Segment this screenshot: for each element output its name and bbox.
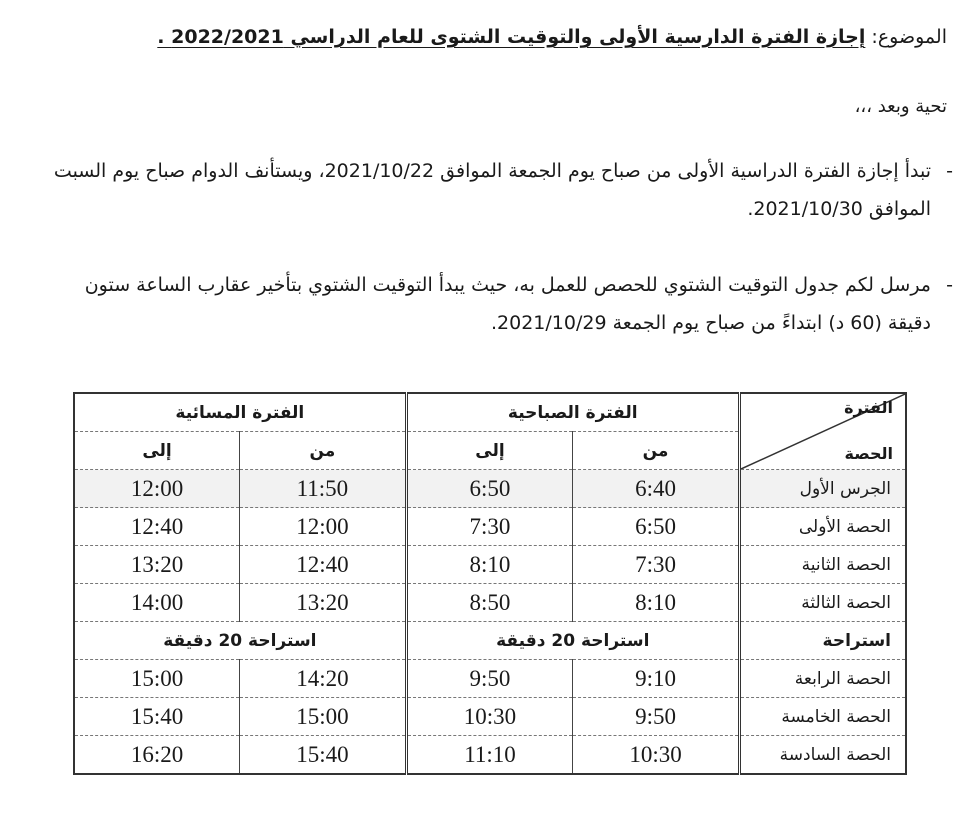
- morning-from: 9:10: [573, 660, 740, 698]
- period-name: الحصة الثالثة: [739, 584, 906, 622]
- morning-from: 7:30: [573, 546, 740, 584]
- evening-to: 15:40: [74, 698, 240, 736]
- evening-from: 15:40: [240, 736, 407, 775]
- evening-to: 12:00: [74, 470, 240, 508]
- header-morning-to: إلى: [406, 432, 573, 470]
- morning-break: استراحة 20 دقيقة: [406, 622, 739, 660]
- subject-prefix: الموضوع:: [865, 26, 947, 48]
- evening-from: 14:20: [240, 660, 407, 698]
- period-name: الحصة السادسة: [739, 736, 906, 775]
- morning-from: 8:10: [573, 584, 740, 622]
- subject-title: إجازة الفترة الدارسية الأولى والتوقيت الشتوى للعام الدراسي 2022/2021 .: [157, 26, 866, 48]
- table-row: [74, 508, 906, 546]
- period-name: الحصة الرابعة: [739, 660, 906, 698]
- schedule-table: [73, 392, 907, 775]
- corner-label-class: الحصة: [844, 444, 893, 463]
- break-label: استراحة: [739, 622, 906, 660]
- table-corner-cell: [739, 393, 906, 470]
- subject-line: [157, 26, 947, 48]
- evening-from: 15:00: [240, 698, 407, 736]
- morning-from: 9:50: [573, 698, 740, 736]
- period-name: الحصة الثانية: [739, 546, 906, 584]
- morning-to: 11:10: [406, 736, 573, 775]
- bullet-dash: -: [946, 160, 953, 182]
- morning-from: 10:30: [573, 736, 740, 775]
- corner-label-period: الفترة: [844, 398, 893, 417]
- evening-break: استراحة 20 دقيقة: [74, 622, 406, 660]
- table-row: [74, 736, 906, 775]
- table-row: [74, 698, 906, 736]
- evening-to: 14:00: [74, 584, 240, 622]
- evening-to: 13:20: [74, 546, 240, 584]
- header-morning: الفترة الصباحية: [406, 393, 739, 432]
- period-name: الحصة الأولى: [739, 508, 906, 546]
- paragraph-text: تبدأ إجازة الفترة الدراسية الأولى من صباح يوم الجمعة الموافق 2021/10/22، ويستأنف الدوام صباح يوم السبت الموافق 2021/10/30.: [53, 160, 931, 220]
- header-evening-to: إلى: [74, 432, 240, 470]
- table-row: [74, 470, 906, 508]
- header-morning-from: من: [573, 432, 740, 470]
- break-row: [74, 622, 906, 660]
- evening-from: 13:20: [240, 584, 407, 622]
- morning-to: 6:50: [406, 470, 573, 508]
- morning-to: 9:50: [406, 660, 573, 698]
- paragraph-winter-time: [51, 266, 953, 342]
- table-row: [74, 546, 906, 584]
- paragraph-vacation: [51, 152, 953, 228]
- paragraph-text: مرسل لكم جدول التوقيت الشتوي للحصص للعمل به، حيث يبدأ التوقيت الشتوي بتأخير عقارب الساعة ستون دقيقة (60 د) ابتداءً من صباح يوم الجمعة 2021/10/29.: [84, 274, 931, 334]
- evening-from: 12:40: [240, 546, 407, 584]
- evening-to: 16:20: [74, 736, 240, 775]
- morning-to: 8:10: [406, 546, 573, 584]
- morning-to: 8:50: [406, 584, 573, 622]
- morning-to: 10:30: [406, 698, 573, 736]
- table-row: [74, 660, 906, 698]
- table-row: [74, 584, 906, 622]
- period-name: الجرس الأول: [739, 470, 906, 508]
- morning-from: 6:50: [573, 508, 740, 546]
- morning-from: 6:40: [573, 470, 740, 508]
- evening-to: 15:00: [74, 660, 240, 698]
- header-evening: الفترة المسائية: [74, 393, 406, 432]
- header-evening-from: من: [240, 432, 407, 470]
- evening-to: 12:40: [74, 508, 240, 546]
- morning-to: 7:30: [406, 508, 573, 546]
- evening-from: 11:50: [240, 470, 407, 508]
- bullet-dash: -: [946, 274, 953, 296]
- period-name: الحصة الخامسة: [739, 698, 906, 736]
- evening-from: 12:00: [240, 508, 407, 546]
- greeting: تحية وبعد ،،،: [854, 96, 947, 117]
